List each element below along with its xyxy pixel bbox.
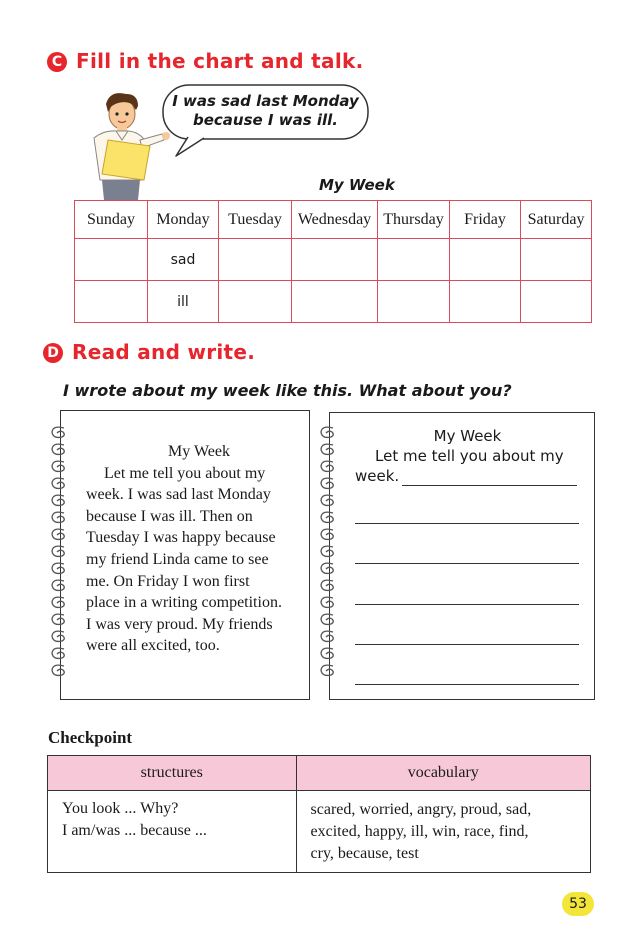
- writing-line-1: Let me tell you about my: [375, 447, 564, 465]
- speech-line-1: I was sad last Monday: [172, 92, 359, 110]
- ring-icon: [318, 611, 336, 628]
- sample-line: I was very proud. My friends: [86, 615, 273, 633]
- writing-line[interactable]: [355, 563, 579, 564]
- ring-icon: [49, 645, 67, 662]
- day-header: Wednesday: [292, 201, 378, 239]
- ring-icon: [318, 424, 336, 441]
- sample-line: me. On Friday I won first: [86, 572, 250, 590]
- writing-line[interactable]: [355, 604, 579, 605]
- day-header: Friday: [450, 201, 521, 239]
- sample-title: My Week: [168, 443, 230, 460]
- structures-cell: [48, 791, 297, 873]
- ring-icon: [49, 526, 67, 543]
- ring-icon: [49, 628, 67, 645]
- chart-cell[interactable]: [75, 239, 148, 281]
- ring-icon: [318, 560, 336, 577]
- checkpoint-table: [47, 755, 591, 873]
- section-d-badge: D: [43, 343, 63, 363]
- section-d-prompt: I wrote about my week like this. What about you?: [63, 381, 512, 400]
- page-number: 53: [562, 892, 594, 916]
- writing-header: [355, 426, 580, 466]
- speech-bubble: [163, 92, 368, 130]
- day-header: Tuesday: [219, 201, 292, 239]
- ring-icon: [49, 611, 67, 628]
- ring-icon: [318, 475, 336, 492]
- day-header: Thursday: [378, 201, 450, 239]
- day-header: Sunday: [75, 201, 148, 239]
- ring-icon: [318, 594, 336, 611]
- chart-cell[interactable]: [378, 239, 450, 281]
- chart-cell[interactable]: sad: [148, 239, 219, 281]
- week-row-feeling: [75, 239, 592, 281]
- chart-cell[interactable]: [292, 281, 378, 323]
- structure-item: You look ... Why?: [62, 800, 179, 817]
- ring-icon: [49, 577, 67, 594]
- ring-icon: [49, 509, 67, 526]
- week-chart: [74, 200, 592, 323]
- section-d-title: Read and write.: [72, 340, 256, 364]
- ring-icon: [49, 594, 67, 611]
- ring-icon: [49, 424, 67, 441]
- section-c-badge: C: [47, 52, 67, 72]
- vocabulary-line: cry, because, test: [310, 845, 419, 862]
- ring-icon: [49, 458, 67, 475]
- chart-cell[interactable]: [292, 239, 378, 281]
- sample-line: Tuesday I was happy because: [86, 529, 276, 547]
- checkpoint-title: Checkpoint: [48, 728, 133, 747]
- sample-line: because I was ill. Then on: [86, 507, 253, 525]
- writing-title: My Week: [433, 427, 502, 445]
- structure-item: I am/was ... because ...: [62, 822, 207, 839]
- writing-line[interactable]: [355, 644, 579, 645]
- chart-cell[interactable]: [521, 281, 592, 323]
- ring-icon: [318, 526, 336, 543]
- speech-line-2: because I was ill.: [193, 111, 338, 129]
- chart-cell[interactable]: [450, 281, 521, 323]
- week-header-row: [75, 201, 592, 239]
- writing-line[interactable]: [402, 485, 577, 486]
- ring-icon: [318, 441, 336, 458]
- day-header: Monday: [148, 201, 219, 239]
- sample-line: place in a writing competition.: [86, 594, 282, 612]
- structures-header: structures: [48, 756, 297, 791]
- vocabulary-line: scared, worried, angry, proud, sad,: [310, 801, 532, 818]
- sample-text: [86, 441, 308, 657]
- sample-line: were all excited, too.: [86, 637, 220, 655]
- ring-icon: [49, 492, 67, 509]
- sample-line: Let me tell you about my: [104, 464, 266, 482]
- writing-line[interactable]: [355, 523, 579, 524]
- ring-icon: [49, 475, 67, 492]
- writing-line[interactable]: [355, 684, 579, 685]
- ring-icon: [318, 577, 336, 594]
- chart-cell[interactable]: [450, 239, 521, 281]
- sample-line: my friend Linda came to see: [86, 550, 269, 568]
- chart-cell[interactable]: [75, 281, 148, 323]
- day-header: Saturday: [521, 201, 592, 239]
- ring-icon: [318, 628, 336, 645]
- section-c-title: Fill in the chart and talk.: [76, 49, 364, 73]
- chart-cell[interactable]: [219, 281, 292, 323]
- ring-icon: [49, 543, 67, 560]
- ring-icon: [49, 662, 67, 679]
- checkpoint-body-row: [48, 791, 591, 873]
- chart-title: My Week: [319, 176, 395, 194]
- ring-icon: [49, 441, 67, 458]
- vocabulary-line: excited, happy, ill, win, race, find,: [310, 823, 529, 840]
- vocabulary-cell: [296, 791, 590, 873]
- chart-cell[interactable]: [219, 239, 292, 281]
- checkpoint-header-row: [48, 756, 591, 791]
- week-row-reason: [75, 281, 592, 323]
- ring-icon: [318, 645, 336, 662]
- ring-icon: [318, 492, 336, 509]
- ring-icon: [318, 662, 336, 679]
- ring-icon: [318, 543, 336, 560]
- writing-line-2: week.: [355, 467, 400, 485]
- chart-cell[interactable]: ill: [148, 281, 219, 323]
- vocabulary-header: vocabulary: [296, 756, 590, 791]
- notebook-rings-left: [49, 424, 67, 679]
- ring-icon: [318, 509, 336, 526]
- chart-cell[interactable]: [378, 281, 450, 323]
- ring-icon: [49, 560, 67, 577]
- ring-icon: [318, 458, 336, 475]
- sample-line: week. I was sad last Monday: [86, 486, 271, 504]
- notebook-rings-right: [318, 424, 336, 679]
- chart-cell[interactable]: [521, 239, 592, 281]
